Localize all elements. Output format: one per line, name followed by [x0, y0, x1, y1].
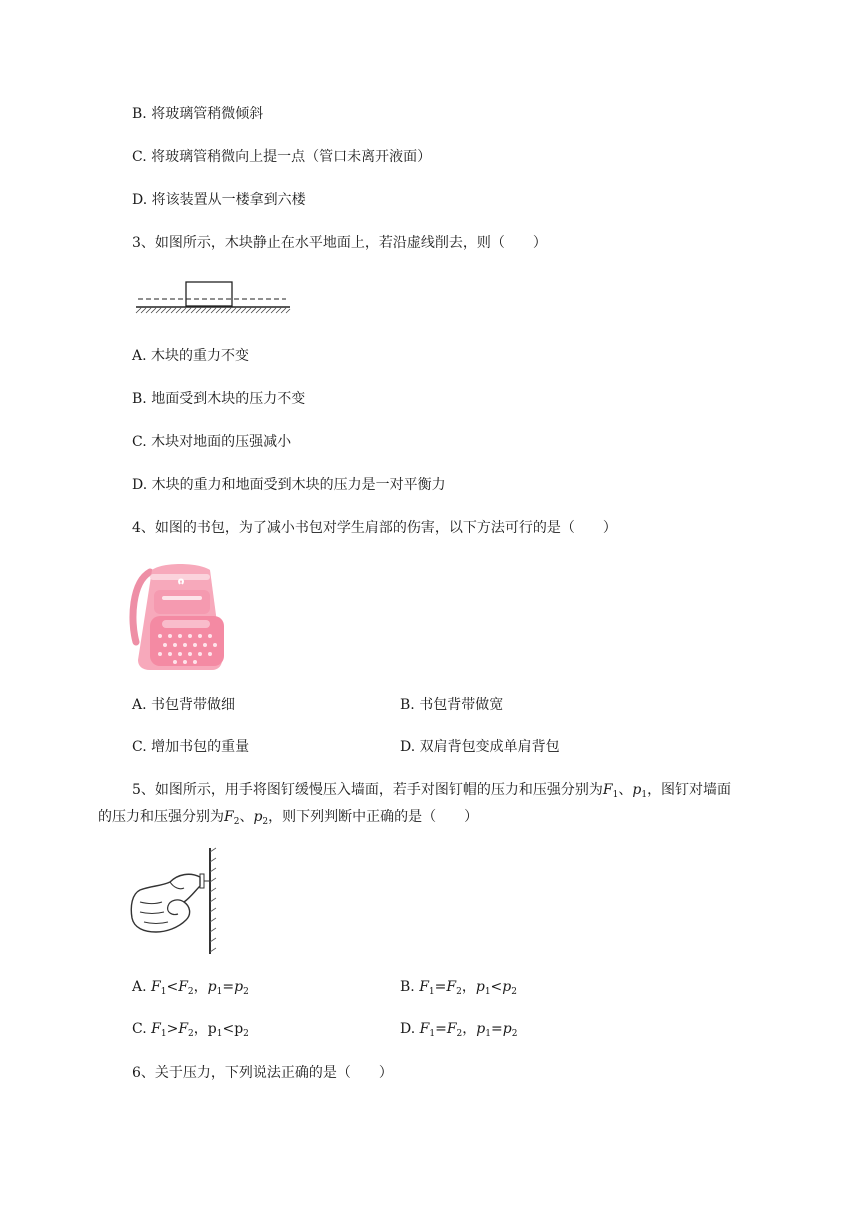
thumbtack-hand-figure — [126, 844, 222, 958]
q2-option-b: B. 将玻璃管稍微倾斜 — [132, 106, 264, 122]
backpack-image — [128, 560, 232, 672]
q5-option-a: A. $F_1<F_2$，$p_1=p_2$ — [132, 979, 249, 997]
q3-option-d: D. 木块的重力和地面受到木块的压力是一对平衡力 — [132, 477, 446, 493]
q4-option-b: B. 书包背带做宽 — [400, 697, 504, 713]
q5-option-b: B. $F_1=F_2$，$p_1<p_2$ — [400, 979, 517, 997]
q4-stem: 4、如图的书包，为了减小书包对学生肩部的伤害，以下方法可行的是（ ） — [132, 520, 617, 536]
q4-option-c: C. 增加书包的重量 — [132, 739, 250, 755]
q2-option-d: D. 将该装置从一楼拿到六楼 — [132, 192, 306, 208]
wood-block-figure — [134, 280, 294, 320]
q5-stem-line2: 的压力和压强分别为$F_2$、$p_2$，则下列判断中正确的是（ ） — [98, 809, 479, 827]
q4-option-d: D. 双肩背包变成单肩背包 — [400, 739, 560, 755]
q3-option-c: C. 木块对地面的压强减小 — [132, 434, 292, 450]
q3-option-a: A. 木块的重力不变 — [132, 348, 250, 364]
q4-option-a: A. 书包背带做细 — [132, 697, 236, 713]
q6-stem: 6、关于压力，下列说法正确的是（ ） — [132, 1065, 393, 1081]
q3-stem: 3、如图所示，木块静止在水平地面上，若沿虚线削去，则（ ） — [132, 235, 547, 251]
q2-option-c: C. 将玻璃管稍微向上提一点（管口未离开液面） — [132, 149, 432, 165]
q5-stem-line1: 5、如图所示，用手将图钉缓慢压入墙面，若手对图钉帽的压力和压强分别为$F_1$、$p_1$，图钉对墙面 — [132, 782, 732, 800]
q5-option-d: D. $F_1=F_2$，$p_1=p_2$ — [400, 1021, 518, 1039]
q3-option-b: B. 地面受到木块的压力不变 — [132, 391, 306, 407]
q5-option-c: C. $F_1>F_2$，$p_1<p_2$ — [132, 1021, 249, 1039]
